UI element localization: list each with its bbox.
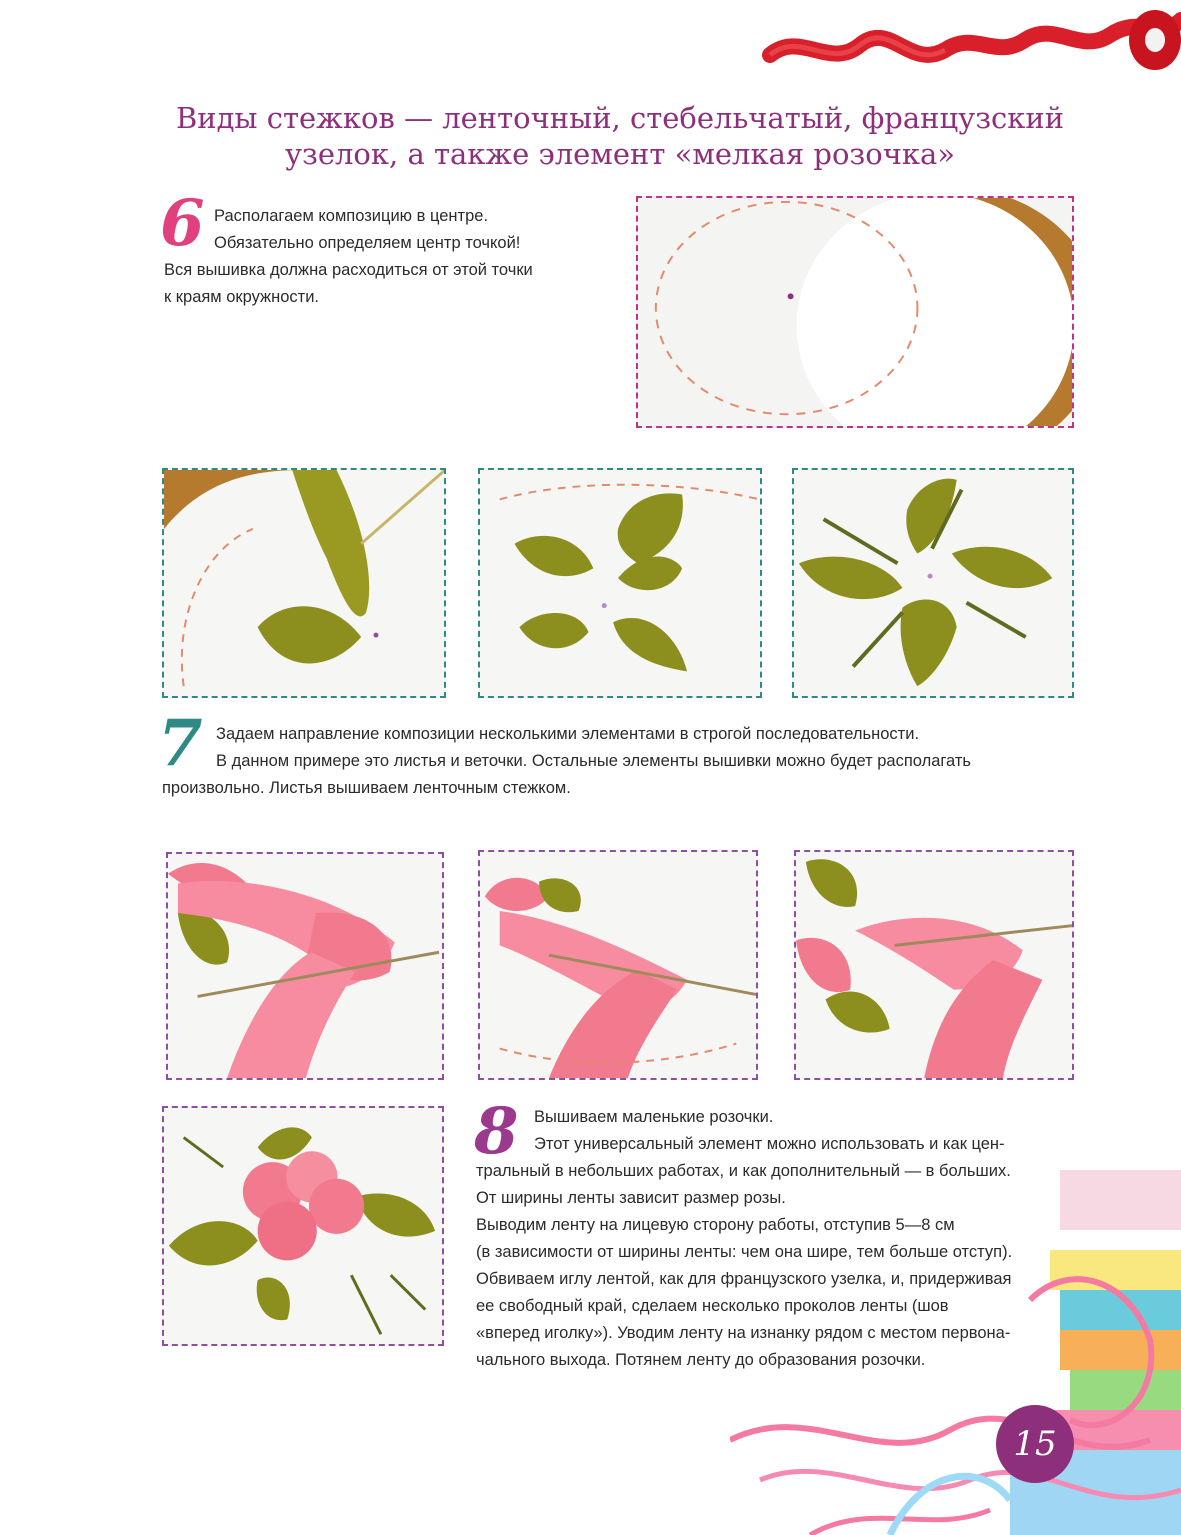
step-8-line: Этот универсальный элемент можно использовать и как цен-: [534, 1135, 1005, 1153]
ribbon-spools-decoration: [730, 1140, 1181, 1535]
step-8-photo-ribbon-gathered: [794, 850, 1074, 1080]
step-7-line: Задаем направление композиции несколькими элементами в строгой последовательности.: [216, 725, 920, 743]
step-6-photo-hoop-center: [636, 196, 1074, 428]
step-8-line: (в зависимости от ширины ленты: чем она шире, тем больше отступ).: [476, 1243, 1013, 1261]
step-8-line: Обвиваем иглу лентой, как для французского узелка, и, придерживая: [476, 1270, 1012, 1288]
step-6-line: Располагаем композицию в центре.: [214, 207, 489, 225]
step-8-line: Вышиваем маленькие розочки.: [534, 1108, 774, 1126]
step-6-line: Вся вышивка должна расходиться от этой точки: [164, 261, 533, 279]
step-8-number: 8: [474, 1094, 519, 1169]
step-8-photo-finished-roses: [162, 1106, 444, 1346]
page-title-line-1: Виды стежков — ленточный, стебельчатый, французский: [175, 101, 1065, 135]
step-8-line: От ширины ленты зависит размер розы.: [476, 1189, 786, 1207]
step-8-photo-ribbon-loop: [166, 852, 444, 1080]
step-6-number: 6: [160, 186, 205, 261]
step-6-line: к краям окружности.: [164, 288, 319, 306]
step-8-line: ее свободный край, сделаем несколько проколов ленты (шов: [476, 1297, 949, 1315]
page-title-line-2: узелок, а также элемент «мелкая розочка»: [284, 137, 956, 171]
step-7-photo-leaves-and-twigs: [792, 468, 1074, 698]
step-6-text: [164, 203, 614, 311]
step-8-line: «вперед иголку»). Уводим ленту на изнанку рядом с местом первона-: [476, 1324, 1011, 1342]
step-7-photo-first-leaf: [162, 468, 446, 698]
red-ribbon-decoration: [760, 0, 1181, 100]
step-7-text: [162, 721, 1062, 802]
step-7-photo-five-leaves: [478, 468, 762, 698]
step-8-line: тральный в небольших работах, и как дополнительный — в больших.: [476, 1162, 1011, 1180]
step-8-photo-needle-through-ribbon: [478, 850, 758, 1080]
step-7-line: В данном примере это листья и веточки. Остальные элементы вышивки можно будет располагать: [216, 752, 972, 770]
step-8-line: Выводим ленту на лицевую сторону работы, отступив 5—8 см: [476, 1216, 955, 1234]
page-number-badge: 15: [996, 1405, 1074, 1483]
step-6-line: Обязательно определяем центр точкой!: [214, 234, 521, 252]
step-7-number: 7: [158, 706, 203, 781]
step-8-line: чального выхода. Потянем ленту до образования розочки.: [476, 1351, 926, 1369]
page-title: [120, 100, 1120, 172]
step-7-line: произвольно. Листья вышиваем ленточным стежком.: [162, 779, 571, 797]
